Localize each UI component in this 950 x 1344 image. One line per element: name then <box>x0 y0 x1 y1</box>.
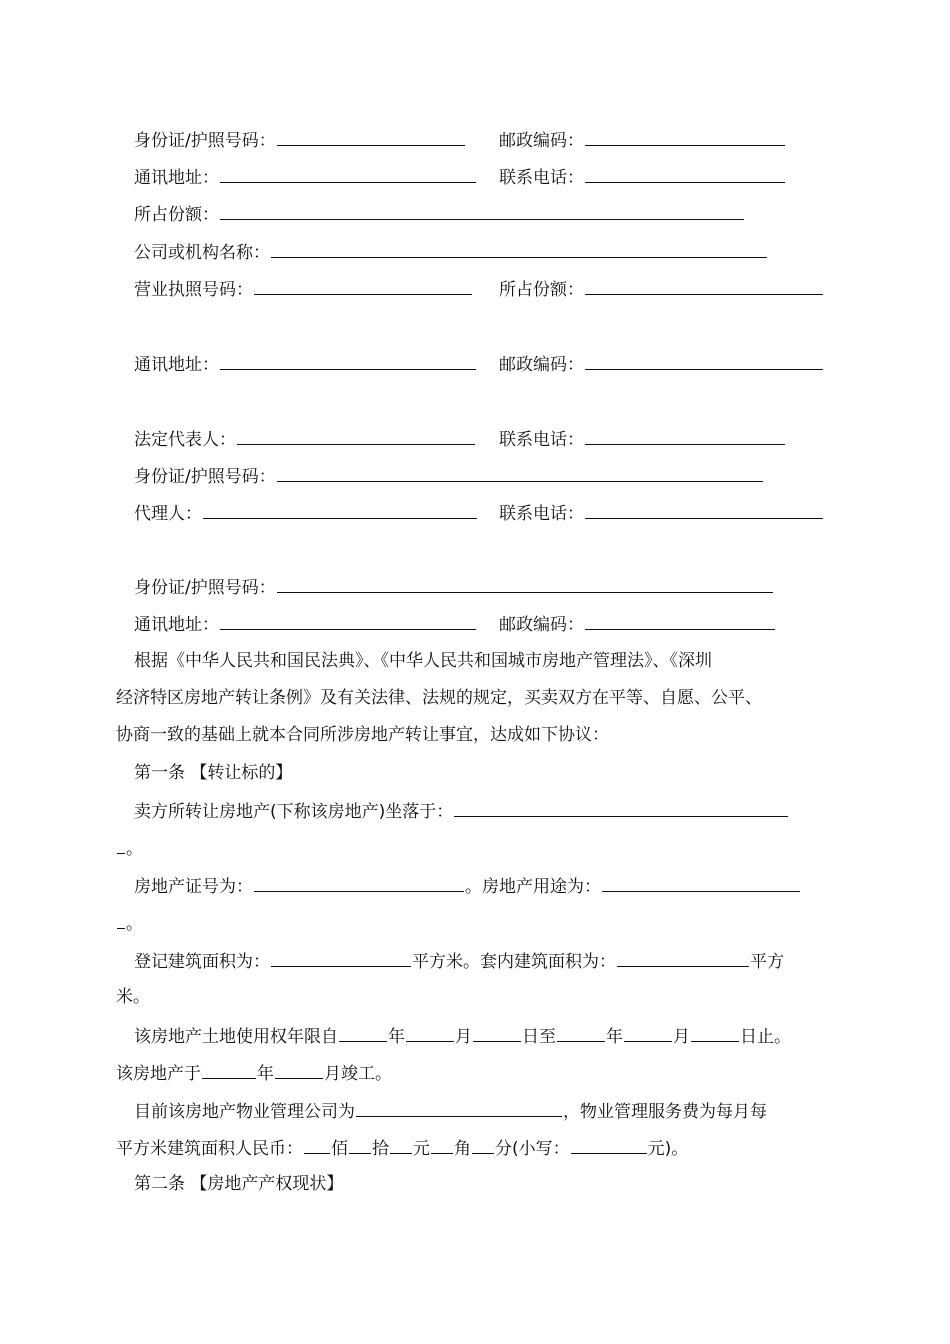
sqm-end-line: 米。 <box>116 987 150 1007</box>
intro-line-3: 协商一致的基础上就本合同所涉房地产转让事宜，达成如下协议： <box>116 725 609 745</box>
legal-rep-line <box>134 427 476 449</box>
year-label: 年 <box>606 1027 623 1047</box>
shi-label: 拾 <box>372 1139 389 1159</box>
built-year-blank[interactable] <box>202 1061 256 1079</box>
postcode-label: 邮政编码： <box>499 615 584 635</box>
postcode-label: 邮政编码： <box>499 131 584 151</box>
share-blank[interactable] <box>220 202 744 220</box>
built-month-blank[interactable] <box>275 1061 323 1079</box>
id-blank[interactable] <box>277 128 465 146</box>
company-label: 公司或机构名称： <box>134 243 270 263</box>
share-label: 所占份额： <box>499 280 584 300</box>
mgmt-company-blank[interactable] <box>356 1099 562 1117</box>
address-label: 通讯地址： <box>134 168 219 188</box>
period: 。 <box>126 839 143 859</box>
id-label: 身份证/护照号码： <box>134 131 276 151</box>
address-line-3 <box>134 612 477 634</box>
legal-rep-label: 法定代表人： <box>134 430 236 450</box>
phone-blank[interactable] <box>585 427 785 445</box>
term-year-to[interactable] <box>557 1024 605 1042</box>
fee-end-label: 元)。 <box>647 1139 689 1159</box>
address-blank[interactable] <box>220 352 476 370</box>
jiao-label: 角 <box>454 1139 471 1159</box>
phone-line-2 <box>499 427 786 449</box>
address-line-1 <box>134 165 477 187</box>
location-blank[interactable] <box>454 799 788 817</box>
fee-label: 平方米建筑面积人民币： <box>116 1139 303 1159</box>
cert-blank[interactable] <box>254 874 464 892</box>
fee-yuan-blank[interactable] <box>390 1136 412 1154</box>
term-label: 该房地产土地使用权年限自 <box>134 1027 338 1047</box>
postcode-label: 邮政编码： <box>499 355 584 375</box>
id-line-2 <box>134 464 764 486</box>
mgmt-line <box>134 1099 767 1121</box>
location-cont <box>116 836 143 858</box>
postcode-blank[interactable] <box>585 128 785 146</box>
inner-area-blank[interactable] <box>617 949 749 967</box>
share-label: 所占份额： <box>134 205 219 225</box>
id-label: 身份证/护照号码： <box>134 578 276 598</box>
postcode-line-3 <box>499 612 776 634</box>
cert-line <box>134 874 801 896</box>
legal-rep-blank[interactable] <box>237 427 475 445</box>
month-label: 月 <box>673 1027 690 1047</box>
fen-label: 分(小写： <box>495 1139 570 1159</box>
area-blank[interactable] <box>271 949 411 967</box>
cert-label: 房地产证号为： <box>134 877 253 897</box>
phone-label: 联系电话： <box>499 430 584 450</box>
license-blank[interactable] <box>254 277 472 295</box>
postcode-blank[interactable] <box>585 612 775 630</box>
term-year-from[interactable] <box>339 1024 387 1042</box>
term-line <box>134 1024 791 1046</box>
area-line <box>134 949 784 971</box>
location-line <box>134 799 789 821</box>
fee-small-blank[interactable] <box>571 1136 647 1154</box>
phone-blank[interactable] <box>585 165 785 183</box>
id-label: 身份证/护照号码： <box>134 467 276 487</box>
year-label: 年 <box>388 1027 405 1047</box>
fee-fen-blank[interactable] <box>472 1136 494 1154</box>
phone-blank[interactable] <box>585 501 823 519</box>
company-line <box>134 240 768 262</box>
article2-heading: 第二条 【房地产产权现状】 <box>134 1174 344 1194</box>
use-cont <box>116 911 143 933</box>
location-blank-cont[interactable] <box>117 836 125 854</box>
bai-label: 佰 <box>331 1139 348 1159</box>
id-blank[interactable] <box>277 575 773 593</box>
phone-label: 联系电话： <box>499 168 584 188</box>
address-blank[interactable] <box>220 612 476 630</box>
period: 。 <box>126 914 143 934</box>
built-line <box>116 1061 392 1083</box>
fee-line <box>116 1136 688 1158</box>
term-day-to[interactable] <box>691 1024 739 1042</box>
yuan-label: 元 <box>413 1139 430 1159</box>
agent-blank[interactable] <box>203 501 477 519</box>
phone-line-1 <box>499 165 786 187</box>
address-label: 通讯地址： <box>134 355 219 375</box>
use-blank[interactable] <box>602 874 800 892</box>
fee-shi-blank[interactable] <box>349 1136 371 1154</box>
id-line-3 <box>134 575 774 597</box>
id-blank[interactable] <box>277 464 763 482</box>
address-blank[interactable] <box>220 165 476 183</box>
fee-jiao-blank[interactable] <box>431 1136 453 1154</box>
phone-line-3 <box>499 501 824 523</box>
address-line-2 <box>134 352 477 374</box>
sqm-end: 平方 <box>750 952 784 972</box>
license-line <box>134 277 473 299</box>
agent-label: 代理人： <box>134 504 202 524</box>
share-line-1 <box>134 202 745 224</box>
postcode-line-2 <box>499 352 824 374</box>
sqm-label: 平方米。套内建筑面积为： <box>412 952 616 972</box>
term-month-from[interactable] <box>406 1024 454 1042</box>
area-label: 登记建筑面积为： <box>134 952 270 972</box>
license-label: 营业执照号码： <box>134 280 253 300</box>
intro-line-2: 经济特区房地产转让条例》及有关法律、法规的规定，买卖双方在平等、自愿、公平、 <box>116 688 762 708</box>
term-month-to[interactable] <box>624 1024 672 1042</box>
company-blank[interactable] <box>271 240 767 258</box>
fee-bai-blank[interactable] <box>304 1136 330 1154</box>
intro-line-1: 根据《中华人民共和国民法典》、《中华人民共和国城市房地产管理法》、《深圳 <box>134 651 712 671</box>
postcode-line-1 <box>499 128 786 150</box>
article1-heading: 第一条 【转让标的】 <box>134 763 293 783</box>
location-label: 卖方所转让房地产(下称该房地产)坐落于： <box>134 802 454 822</box>
use-label: 。房地产用途为： <box>465 877 601 897</box>
month-label: 月 <box>455 1027 472 1047</box>
id-line-1 <box>134 128 466 150</box>
day-end-label: 日止。 <box>740 1027 791 1047</box>
share-line-2 <box>499 277 824 299</box>
term-day-from[interactable] <box>473 1024 521 1042</box>
agent-line <box>134 501 478 523</box>
address-label: 通讯地址： <box>134 615 219 635</box>
use-blank-cont[interactable] <box>117 911 125 929</box>
year-label: 年 <box>257 1064 274 1084</box>
built-label: 该房地产于 <box>116 1064 201 1084</box>
mgmt-fee-label: ，物业管理服务费为每月每 <box>563 1102 767 1122</box>
built-month-label: 月竣工。 <box>324 1064 392 1084</box>
mgmt-label: 目前该房地产物业管理公司为 <box>134 1102 355 1122</box>
share-blank[interactable] <box>585 277 823 295</box>
phone-label: 联系电话： <box>499 504 584 524</box>
day-to-label: 日至 <box>522 1027 556 1047</box>
postcode-blank[interactable] <box>585 352 823 370</box>
